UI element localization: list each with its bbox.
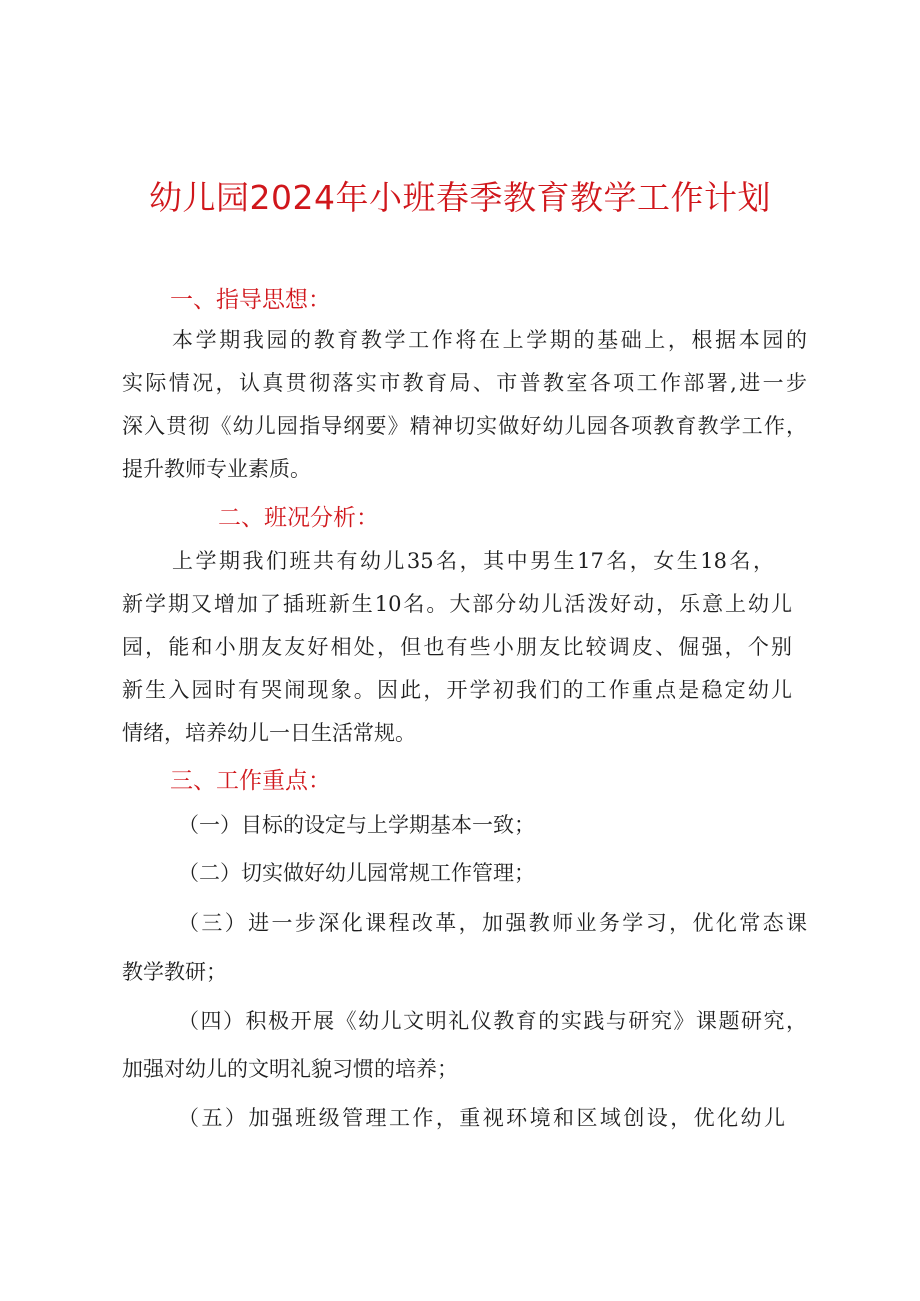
paragraph-line: 深入贯彻《幼儿园指导纲要》精神切实做好幼儿园各项教育教学工作， (122, 414, 807, 438)
paragraph-line: 情绪，培养幼儿一日生活常规。 (122, 721, 416, 745)
paragraph-line: 上学期我们班共有幼儿35名，其中男生17名，女生18名， (172, 549, 774, 573)
list-item-continuation: 教学教研； (122, 960, 227, 984)
paragraph-line: 实际情况，认真贯彻落实市教育局、市普教室各项工作部署,进一步 (122, 371, 807, 395)
document-title: 幼儿园2024年小班春季教育教学工作计划 (149, 178, 771, 217)
paragraph-line: 园，能和小朋友友好相处，但也有些小朋友比较调皮、倔强，个别 (122, 635, 792, 659)
list-item-continuation: 加强对幼儿的文明礼貌习惯的培养； (122, 1057, 458, 1081)
list-item: （一）目标的设定与上学期基本一致； (178, 813, 535, 837)
list-item: （五）加强班级管理工作，重视环境和区域创设，优化幼儿 (178, 1106, 785, 1130)
section-heading-work-focus: 三、工作重点： (170, 768, 331, 794)
paragraph-line: 新学期又增加了插班新生10名。大部分幼儿活泼好动，乐意上幼儿 (122, 592, 792, 616)
section-heading-class-analysis: 二、班况分析： (218, 505, 379, 531)
paragraph-line: 新生入园时有哭闹现象。因此，开学初我们的工作重点是稳定幼儿 (122, 678, 792, 702)
list-item: （二）切实做好幼儿园常规工作管理； (178, 861, 535, 885)
list-item: （四）积极开展《幼儿文明礼仪教育的实践与研究》课题研究， (178, 1009, 807, 1033)
section-heading-guiding-thought: 一、指导思想： (170, 287, 331, 313)
paragraph-line: 提升教师专业素质。 (122, 457, 311, 481)
paragraph-line: 本学期我园的教育教学工作将在上学期的基础上，根据本园的 (172, 328, 807, 352)
list-item: （三）进一步深化课程改革，加强教师业务学习，优化常态课 (178, 911, 807, 935)
